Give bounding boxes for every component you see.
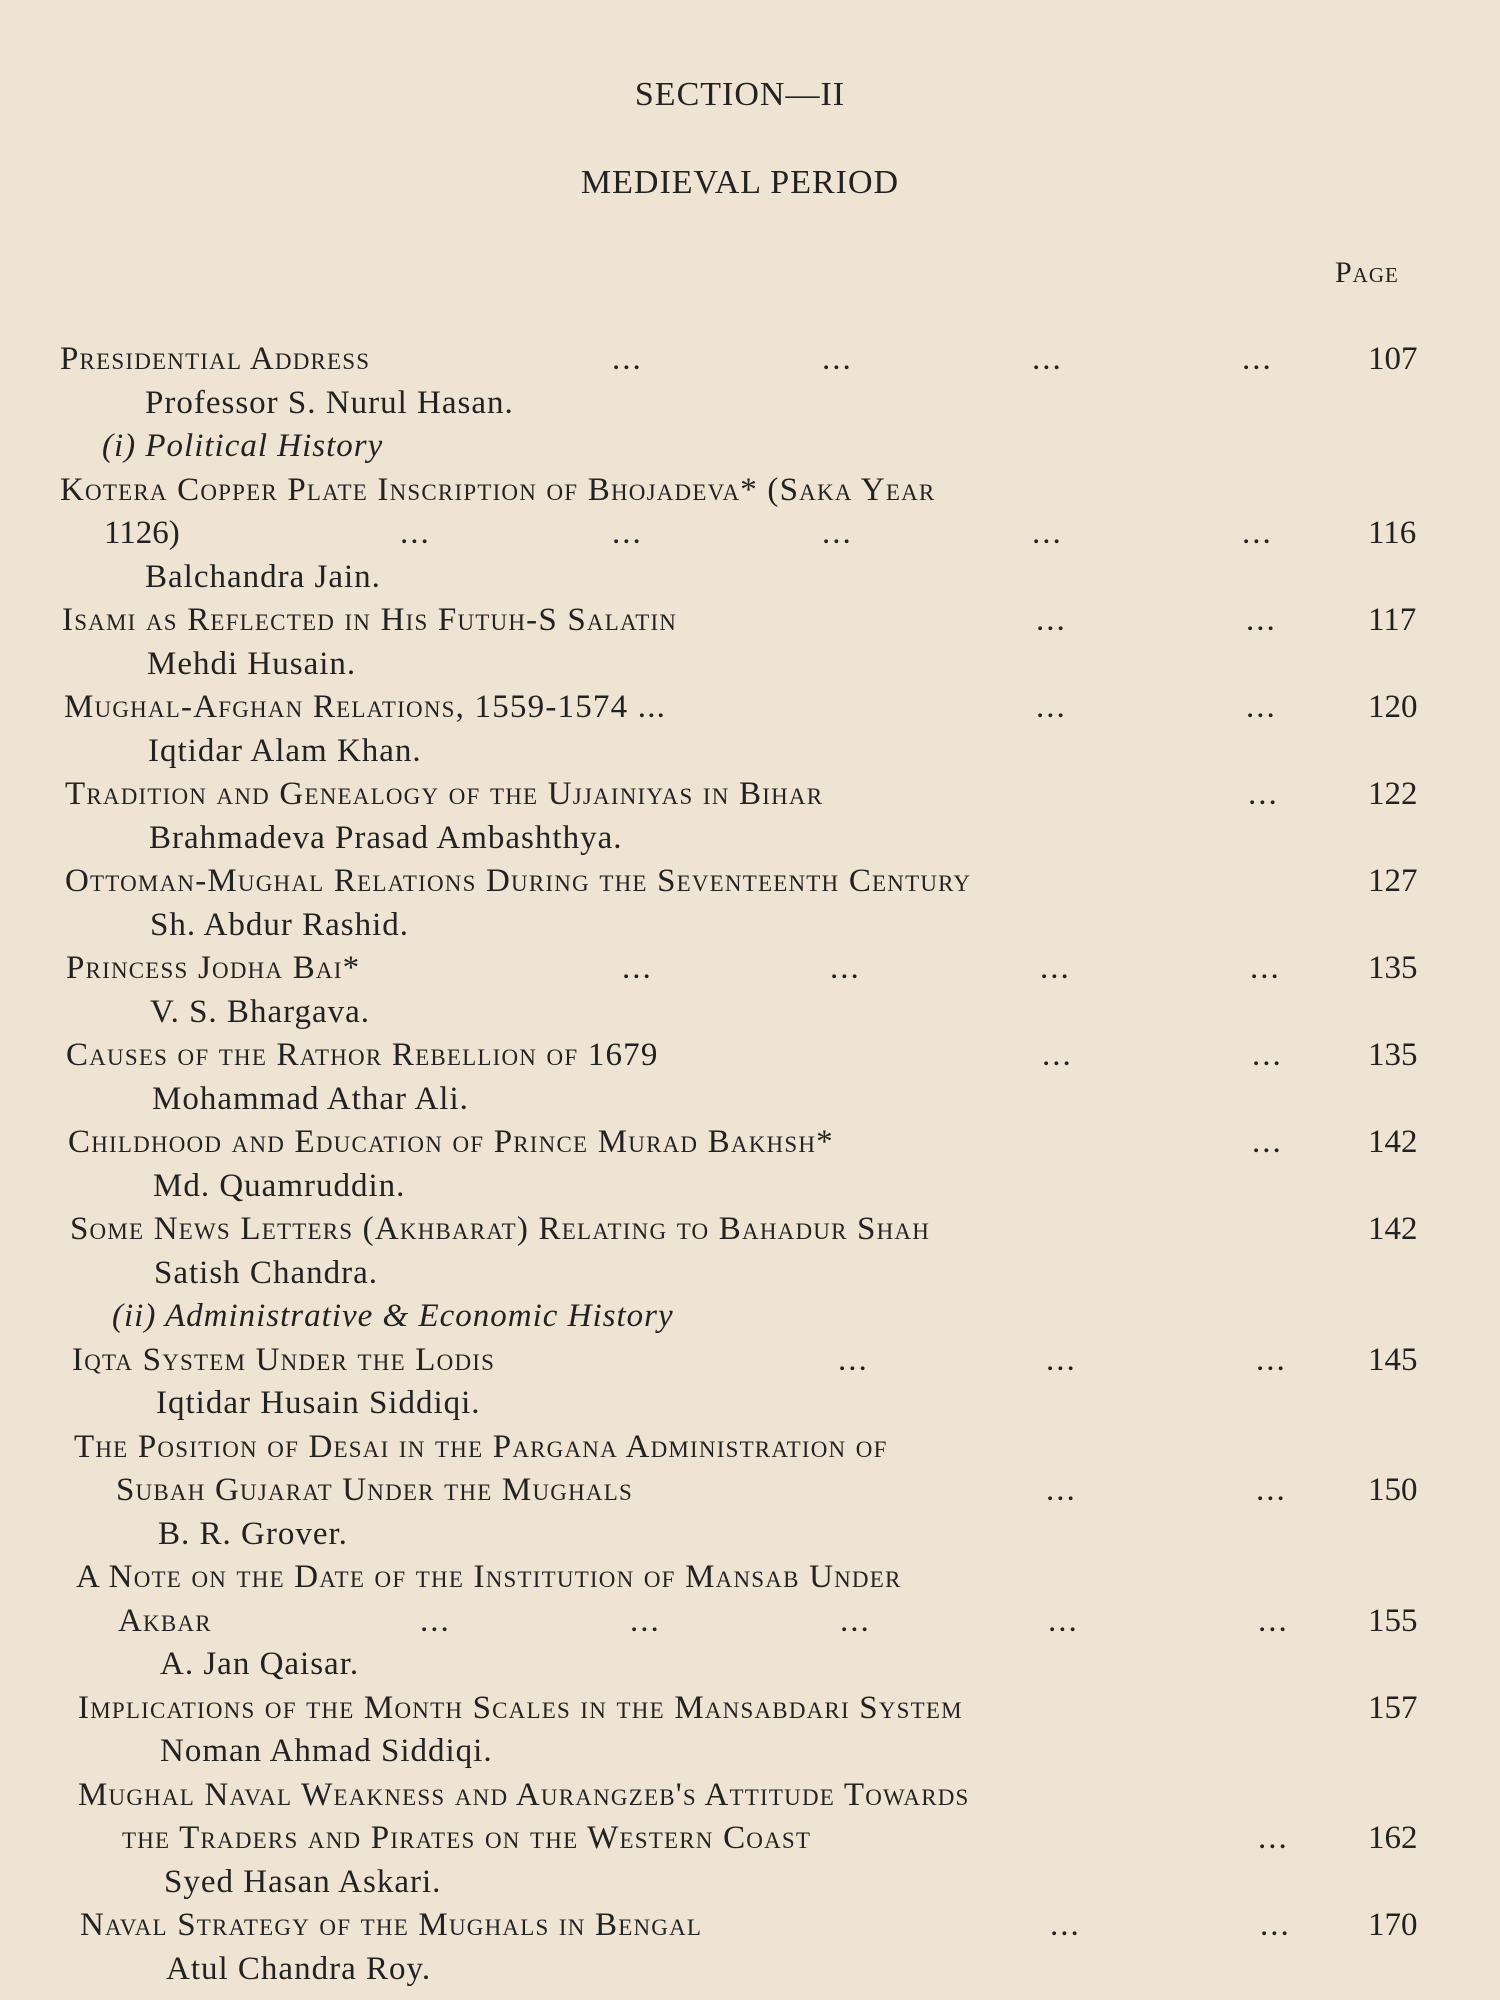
category-heading: (i) Political History — [102, 428, 384, 464]
entry-title-continued: 1126) — [104, 515, 180, 551]
leader-dots: ... — [630, 1602, 661, 1639]
category-heading: (ii) Administrative & Economic History — [112, 1298, 674, 1334]
leader-dots: ... — [1242, 515, 1273, 551]
entry-author: Md. Quamruddin. — [153, 1167, 406, 1204]
leader-dots: ... — [1036, 689, 1067, 725]
leader-dots: ... — [1040, 950, 1071, 986]
entry-title: Naval Strategy of the Mughals in Bengal — [80, 1907, 703, 1943]
toc-entry-author — [0, 643, 1500, 687]
toc-entry-author — [0, 556, 1500, 600]
entry-title: Mughal-Afghan Relations, 1559-1574 ... — [64, 689, 667, 725]
toc-entry-author — [0, 817, 1500, 861]
leader-dots: ... — [1252, 1124, 1283, 1160]
leader-dots: ... — [822, 515, 853, 551]
leader-dots: ... — [1242, 341, 1273, 377]
page-number: 116 — [1368, 515, 1417, 551]
entry-title: The Position of Desai in the Pargana Administration of — [74, 1428, 888, 1465]
toc-entry-author — [0, 1513, 1500, 1557]
toc-entry-author — [0, 1382, 1500, 1426]
page-number: 135 — [1368, 950, 1418, 986]
page-number: 170 — [1368, 1907, 1418, 1943]
entry-title: Causes of the Rathor Rebellion of 1679 — [66, 1037, 659, 1073]
toc-entry-author — [0, 1861, 1500, 1905]
toc-entry-author — [0, 1078, 1500, 1122]
page-number: 107 — [1368, 341, 1418, 377]
toc-entry-author — [0, 1948, 1500, 1992]
entry-title: Mughal Naval Weakness and Aurangzeb's Attitude Towards — [78, 1776, 970, 1813]
leader-dots: ... — [1250, 950, 1281, 986]
entry-author: V. S. Bhargava. — [150, 993, 371, 1030]
toc-entry-title — [0, 1208, 1500, 1252]
leader-dots: ... — [1258, 1820, 1289, 1856]
toc-entry-title — [0, 1774, 1500, 1818]
leader-dots: ... — [1042, 1037, 1073, 1073]
entry-author: Professor S. Nurul Hasan. — [145, 384, 514, 421]
toc-entry-title — [0, 860, 1500, 904]
toc-entry-author — [0, 382, 1500, 426]
entry-title-continued: Subah Gujarat Under the Mughals — [116, 1472, 633, 1508]
entry-title: Iqta System Under the Lodis — [72, 1341, 496, 1378]
leader-dots: ... — [612, 341, 643, 377]
leader-dots: ... — [830, 950, 861, 986]
table-of-contents — [0, 338, 1500, 1991]
leader-dots: ... — [1048, 1602, 1079, 1639]
toc-entry-title-continued — [0, 512, 1500, 556]
toc-entry-author — [0, 1165, 1500, 1209]
leader-dots: ... — [1036, 602, 1067, 638]
toc-entry-title — [0, 1904, 1500, 1948]
toc-entry-title — [0, 469, 1500, 513]
entry-author: B. R. Grover. — [158, 1515, 348, 1552]
toc-entry-title — [0, 1687, 1500, 1731]
page-number: 162 — [1368, 1820, 1418, 1856]
leader-dots: ... — [1050, 1907, 1081, 1943]
leader-dots: ... — [838, 1341, 869, 1378]
toc-entry-title — [0, 1121, 1500, 1165]
leader-dots: ... — [1046, 1341, 1077, 1378]
leader-dots: ... — [612, 515, 643, 551]
page-number: 117 — [1368, 602, 1417, 638]
entry-title: Some News Letters (Akhbarat) Relating to Bahadur Shah — [70, 1211, 931, 1247]
entry-title: Ottoman-Mughal Relations During the Seventeenth Century — [65, 863, 972, 899]
page-column-label: Page — [1335, 256, 1399, 289]
toc-entry-title — [0, 1426, 1500, 1470]
toc-entry-title — [0, 599, 1500, 643]
leader-dots: ... — [1256, 1341, 1287, 1378]
entry-author: Noman Ahmad Siddiqi. — [160, 1733, 493, 1769]
entry-title: Isami as Reflected in His Futuh-S Salatin — [62, 602, 678, 638]
leader-dots: ... — [400, 515, 431, 551]
toc-entry-title — [0, 947, 1500, 991]
toc-entry-title — [0, 1339, 1500, 1383]
entry-title: Presidential Address — [60, 341, 371, 377]
entry-author: Iqtidar Alam Khan. — [148, 732, 422, 769]
page-number: 127 — [1368, 863, 1418, 899]
leader-dots: ... — [840, 1602, 871, 1639]
toc-entry-author — [0, 1252, 1500, 1296]
page-number: 142 — [1368, 1211, 1418, 1247]
page-number: 120 — [1368, 689, 1418, 725]
entry-author: Mohammad Athar Ali. — [152, 1080, 469, 1117]
entry-author: A. Jan Qaisar. — [160, 1646, 360, 1682]
entry-title: Princess Jodha Bai* — [66, 950, 361, 986]
page-number: 155 — [1368, 1602, 1418, 1639]
toc-entry-title — [0, 1034, 1500, 1078]
toc-entry-title-continued — [0, 1469, 1500, 1513]
toc-entry-title-continued — [0, 1817, 1500, 1861]
toc-entry-author — [0, 1730, 1500, 1774]
toc-entry-title-continued — [0, 1600, 1500, 1644]
entry-title: Childhood and Education of Prince Murad Bakhsh* — [68, 1124, 834, 1160]
leader-dots: ... — [1246, 689, 1277, 725]
page-number: 150 — [1368, 1472, 1418, 1508]
page-number: 145 — [1368, 1341, 1418, 1378]
toc-entry-title — [0, 1556, 1500, 1600]
leader-dots: ... — [1248, 776, 1279, 812]
entry-title: Implications of the Month Scales in the Mansabdari System — [78, 1689, 963, 1726]
leader-dots: ... — [1046, 1472, 1077, 1508]
entry-title: Kotera Copper Plate Inscription of Bhojadeva* (Saka Year — [60, 471, 936, 508]
entry-author: Syed Hasan Askari. — [164, 1863, 442, 1900]
entry-title: Tradition and Genealogy of the Ujjainiyas in Bihar — [65, 776, 824, 812]
toc-entry-author — [0, 904, 1500, 948]
entry-author: Mehdi Husain. — [147, 645, 357, 682]
leader-dots: ... — [622, 950, 653, 986]
toc-category — [0, 1295, 1500, 1339]
leader-dots: ... — [1032, 341, 1063, 377]
section-heading: SECTION—II — [634, 76, 846, 113]
leader-dots: ... — [1032, 515, 1063, 551]
leader-dots: ... — [1252, 1037, 1283, 1073]
page-number: 157 — [1368, 1689, 1418, 1726]
entry-author: Satish Chandra. — [154, 1254, 378, 1291]
leader-dots: ... — [1258, 1602, 1289, 1639]
leader-dots: ... — [822, 341, 853, 377]
entry-author: Balchandra Jain. — [145, 558, 381, 595]
toc-category — [0, 425, 1500, 469]
leader-dots: ... — [420, 1602, 451, 1639]
toc-entry-title — [0, 773, 1500, 817]
leader-dots: ... — [1260, 1907, 1291, 1943]
entry-title-continued: Akbar — [118, 1602, 212, 1639]
toc-entry-author — [0, 1643, 1500, 1687]
toc-entry-author — [0, 991, 1500, 1035]
toc-entry-title — [0, 686, 1500, 730]
toc-entry-title — [0, 338, 1500, 382]
toc-entry-author — [0, 730, 1500, 774]
entry-title-continued: the Traders and Pirates on the Western Coast — [122, 1820, 812, 1856]
leader-dots: ... — [1246, 602, 1277, 638]
entry-author: Sh. Abdur Rashid. — [150, 906, 410, 943]
entry-author: Atul Chandra Roy. — [166, 1950, 432, 1987]
period-heading: MEDIEVAL PERIOD — [580, 164, 900, 201]
page-number: 135 — [1368, 1037, 1418, 1073]
leader-dots: ... — [1256, 1472, 1287, 1508]
entry-title: A Note on the Date of the Institution of Mansab Under — [76, 1559, 902, 1595]
page-number: 122 — [1368, 776, 1418, 812]
entry-author: Iqtidar Husain Siddiqi. — [156, 1385, 481, 1421]
entry-author: Brahmadeva Prasad Ambashthya. — [149, 819, 623, 856]
page-number: 142 — [1368, 1124, 1418, 1160]
